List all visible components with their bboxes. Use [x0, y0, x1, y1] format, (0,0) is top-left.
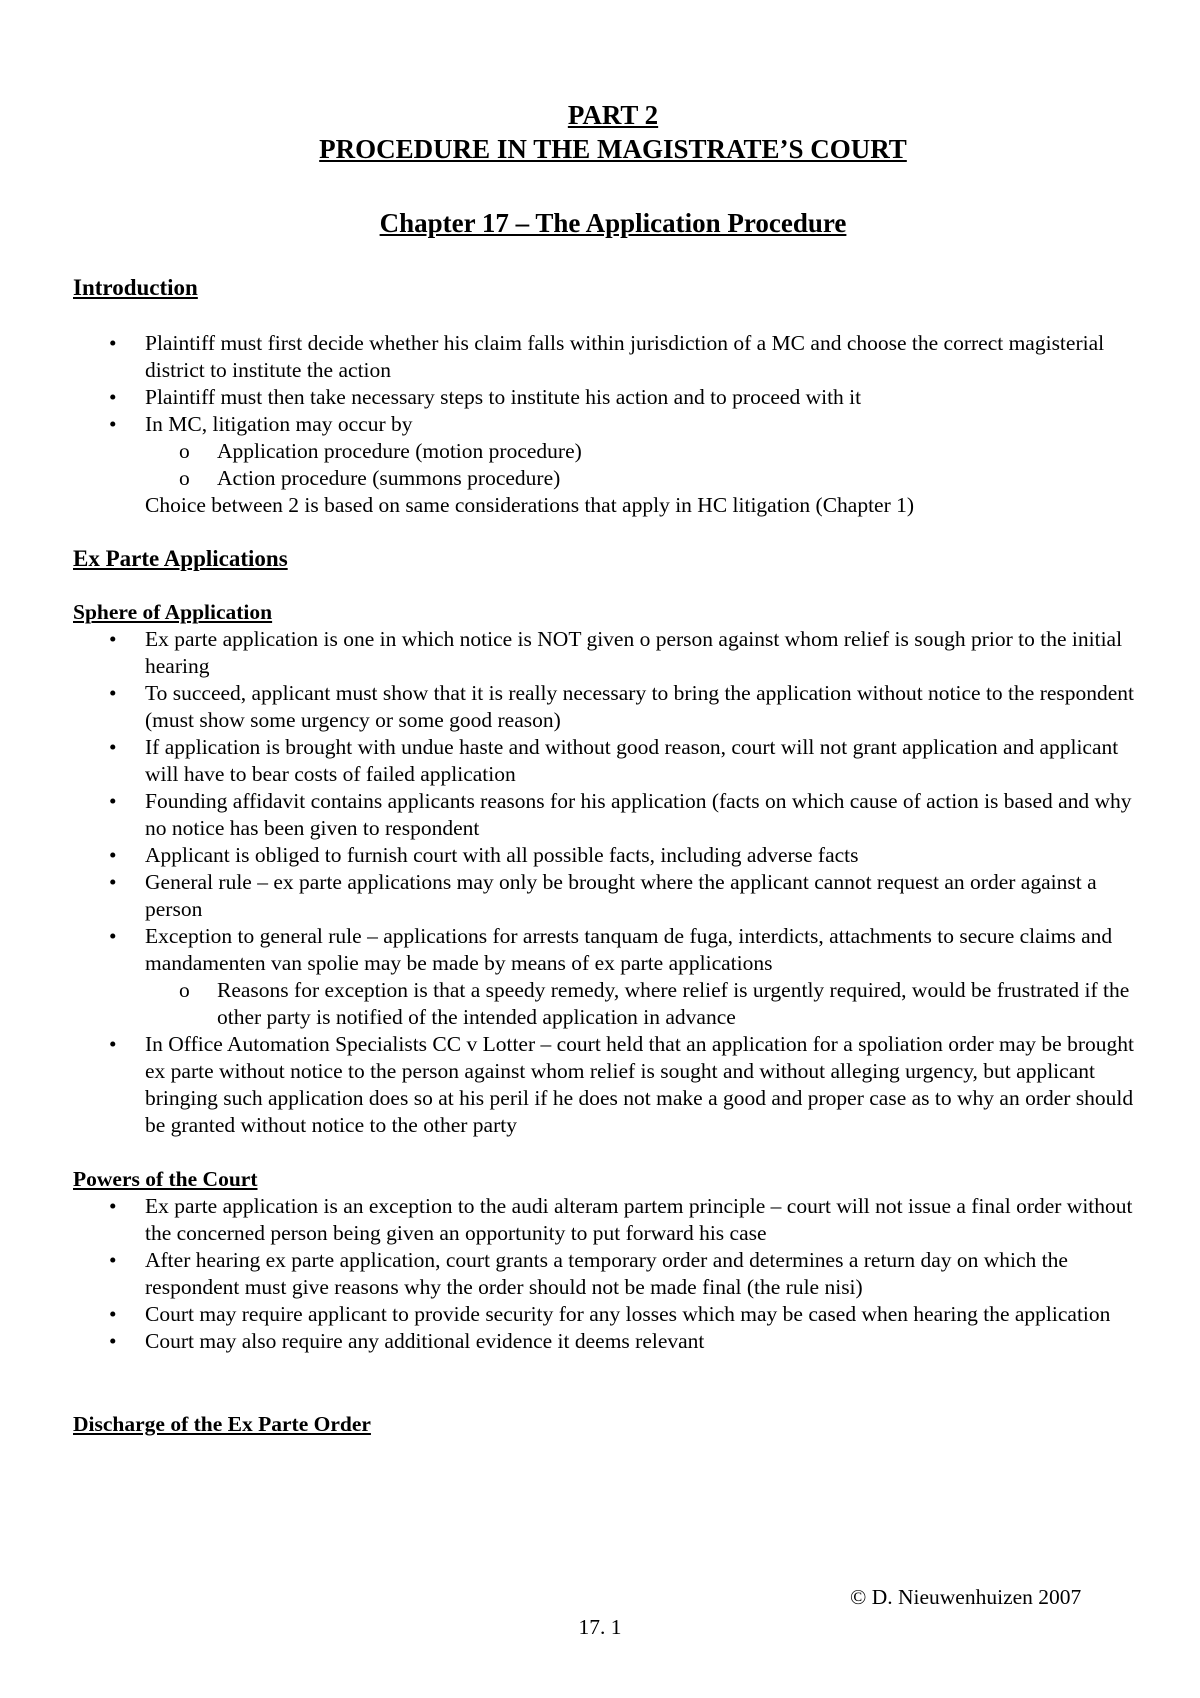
list-item-text: Plaintiff must first decide whether his claim falls within jurisdiction of a MC and choose the correct magisterial district to institute the action — [145, 331, 1105, 382]
bullet-icon: • — [109, 1248, 117, 1272]
list-item-text: Court may require applicant to provide security for any losses which may be cased when hearing the application — [145, 1302, 1111, 1326]
sphere-of-application-heading: Sphere of Application — [73, 600, 273, 624]
introduction-note: Choice between 2 is based on same considerations that apply in HC litigation (Chapter 1) — [145, 493, 915, 517]
list-item-text: In MC, litigation may occur by — [145, 412, 413, 436]
document-page — [73, 98, 1153, 1438]
list-item — [73, 1031, 1153, 1139]
introduction-list — [73, 330, 1153, 492]
sub-list-item — [145, 465, 1153, 492]
powers-of-court-list — [73, 1193, 1153, 1355]
chapter-title: Chapter 17 – The Application Procedure — [379, 208, 847, 238]
list-item-text: In Office Automation Specialists CC v Lotter – court held that an application for a spoliation order may be brought ex parte without notice to the person against whom relief is sought and without alleging urgency, but applicant bringing such application does so at his peril if he does not make a good and proper case as to why an order should be granted without notice to the other party — [145, 1032, 1134, 1137]
part-title: PROCEDURE IN THE MAGISTRATE’S COURT — [319, 134, 907, 164]
list-item-text: Applicant is obliged to furnish court with all possible facts, including adverse facts — [145, 843, 859, 867]
bullet-icon: • — [109, 412, 117, 436]
bullet-icon: • — [109, 1302, 117, 1326]
powers-of-court-heading: Powers of the Court — [73, 1167, 258, 1191]
sub-list-item-text: Reasons for exception is that a speedy remedy, where relief is urgently required, would be frustrated if the other party is notified of the intended application in advance — [217, 978, 1130, 1029]
ex-parte-heading: Ex Parte Applications — [73, 546, 288, 571]
bullet-icon: • — [109, 735, 117, 759]
sub-list-item — [145, 438, 1153, 465]
list-item — [73, 734, 1153, 788]
list-item — [73, 1301, 1153, 1328]
list-item-text: To succeed, applicant must show that it is really necessary to bring the application without notice to the respondent (must show some urgency or some good reason) — [145, 681, 1135, 732]
circle-bullet-icon: o — [179, 978, 190, 1002]
sphere-of-application-list — [73, 626, 1153, 1139]
page-number: 17. 1 — [578, 1615, 622, 1639]
list-item-text: General rule – ex parte applications may only be brought where the applicant cannot request an order against a person — [145, 870, 1097, 921]
discharge-heading: Discharge of the Ex Parte Order — [73, 1412, 371, 1436]
list-item-text: After hearing ex parte application, court grants a temporary order and determines a return day on which the respondent must give reasons why the order should not be made final (the rule nisi) — [145, 1248, 1068, 1299]
bullet-icon: • — [109, 627, 117, 651]
list-item — [73, 842, 1153, 869]
list-item-text: Ex parte application is an exception to the audi alteram partem principle – court will not issue a final order without the concerned person being given an opportunity to put forward his case — [145, 1194, 1133, 1245]
list-item — [73, 788, 1153, 842]
bullet-icon: • — [109, 385, 117, 409]
list-item — [73, 384, 1153, 411]
bullet-icon: • — [109, 843, 117, 867]
bullet-icon: • — [109, 789, 117, 813]
list-item-text: Plaintiff must then take necessary steps to institute his action and to proceed with it — [145, 385, 862, 409]
list-item-text: Court may also require any additional evidence it deems relevant — [145, 1329, 705, 1353]
list-item — [73, 869, 1153, 923]
list-item — [73, 626, 1153, 680]
list-item-text: Founding affidavit contains applicants reasons for his application (facts on which cause of action is based and why no notice has been given to respondent — [145, 789, 1132, 840]
sub-list-item-text: Action procedure (summons procedure) — [217, 466, 561, 490]
list-item — [73, 680, 1153, 734]
bullet-icon: • — [109, 870, 117, 894]
list-item — [73, 411, 1153, 492]
bullet-icon: • — [109, 1329, 117, 1353]
list-item — [73, 1247, 1153, 1301]
introduction-heading: Introduction — [73, 275, 198, 300]
list-item-text: Exception to general rule – applications for arrests tanquam de fuga, interdicts, attachments to secure claims and mandamenten van spolie may be made by means of ex parte applications — [145, 924, 1113, 975]
list-item — [73, 923, 1153, 1031]
list-item — [73, 1193, 1153, 1247]
list-item — [73, 330, 1153, 384]
part-heading: PART 2 — [567, 100, 659, 130]
copyright-notice: © D. Nieuwenhuizen 2007 — [850, 1585, 1082, 1609]
list-item-text: If application is brought with undue haste and without good reason, court will not grant application and applicant will have to bear costs of failed application — [145, 735, 1119, 786]
exception-reasons-list — [145, 977, 1153, 1031]
litigation-types-list — [145, 438, 1153, 492]
list-item — [73, 1328, 1153, 1355]
bullet-icon: • — [109, 1032, 117, 1056]
circle-bullet-icon: o — [179, 466, 190, 490]
list-item-text: Ex parte application is one in which notice is NOT given o person against whom relief is sough prior to the initial hearing — [145, 627, 1123, 678]
bullet-icon: • — [109, 924, 117, 948]
bullet-icon: • — [109, 1194, 117, 1218]
bullet-icon: • — [109, 681, 117, 705]
circle-bullet-icon: o — [179, 439, 190, 463]
sub-list-item-text: Application procedure (motion procedure) — [217, 439, 582, 463]
bullet-icon: • — [109, 331, 117, 355]
sub-list-item — [145, 977, 1153, 1031]
